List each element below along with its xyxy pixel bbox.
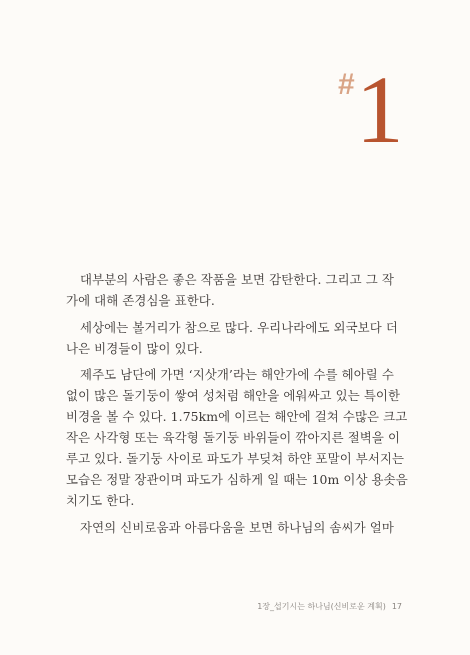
text-line: 나은 비경들이 많이 있다. [66, 340, 203, 356]
paragraph [66, 269, 406, 311]
text-line: 자연의 신비로움과 아름다움을 보면 하나님의 솜씨가 얼마 [80, 519, 394, 535]
text-line: 없이 많은 돌기둥이 쌓여 성처럼 해안을 에워싸고 있는 특이한 [66, 388, 401, 403]
paragraph [66, 517, 406, 538]
chapter-hash-symbol: # [338, 68, 355, 101]
chapter-number-mark [338, 56, 404, 163]
chapter-number: 1 [355, 56, 404, 163]
paragraph [66, 317, 406, 359]
text-line: 치기도 한다. [66, 493, 135, 508]
page-footer [257, 601, 402, 612]
text-line: 비경을 볼 수 있다. 1.75km에 이르는 해안에 걸쳐 수많은 크고 [66, 409, 408, 424]
text-line: 모습은 정말 장관이며 파도가 심하게 일 때는 10m 이상 용솟음 [66, 472, 408, 487]
text-line: 대부분의 사람은 좋은 작품을 보면 감탄한다. 그리고 그 작 [80, 272, 394, 287]
body-text [66, 269, 406, 543]
text-line: 세상에는 볼거리가 참으로 많다. 우리나라에도 외국보다 더 [80, 319, 398, 335]
text-line: 루고 있다. 돌기둥 사이로 파도가 부딪쳐 하얀 포말이 부서지는 [66, 451, 405, 466]
paragraph [66, 364, 406, 511]
text-line: 제주도 남단에 가면 ‘지삿개’라는 해안가에 수를 헤아릴 수 [80, 367, 394, 382]
text-line: 가에 대해 존경심을 표한다. [66, 293, 215, 308]
page-number: 17 [391, 602, 402, 611]
text-line: 작은 사각형 또는 육각형 돌기둥 바위들이 깎아지른 절벽을 이 [66, 430, 401, 445]
running-title: 1장_섭기시는 하나님(신비로운 계획) [257, 602, 386, 611]
